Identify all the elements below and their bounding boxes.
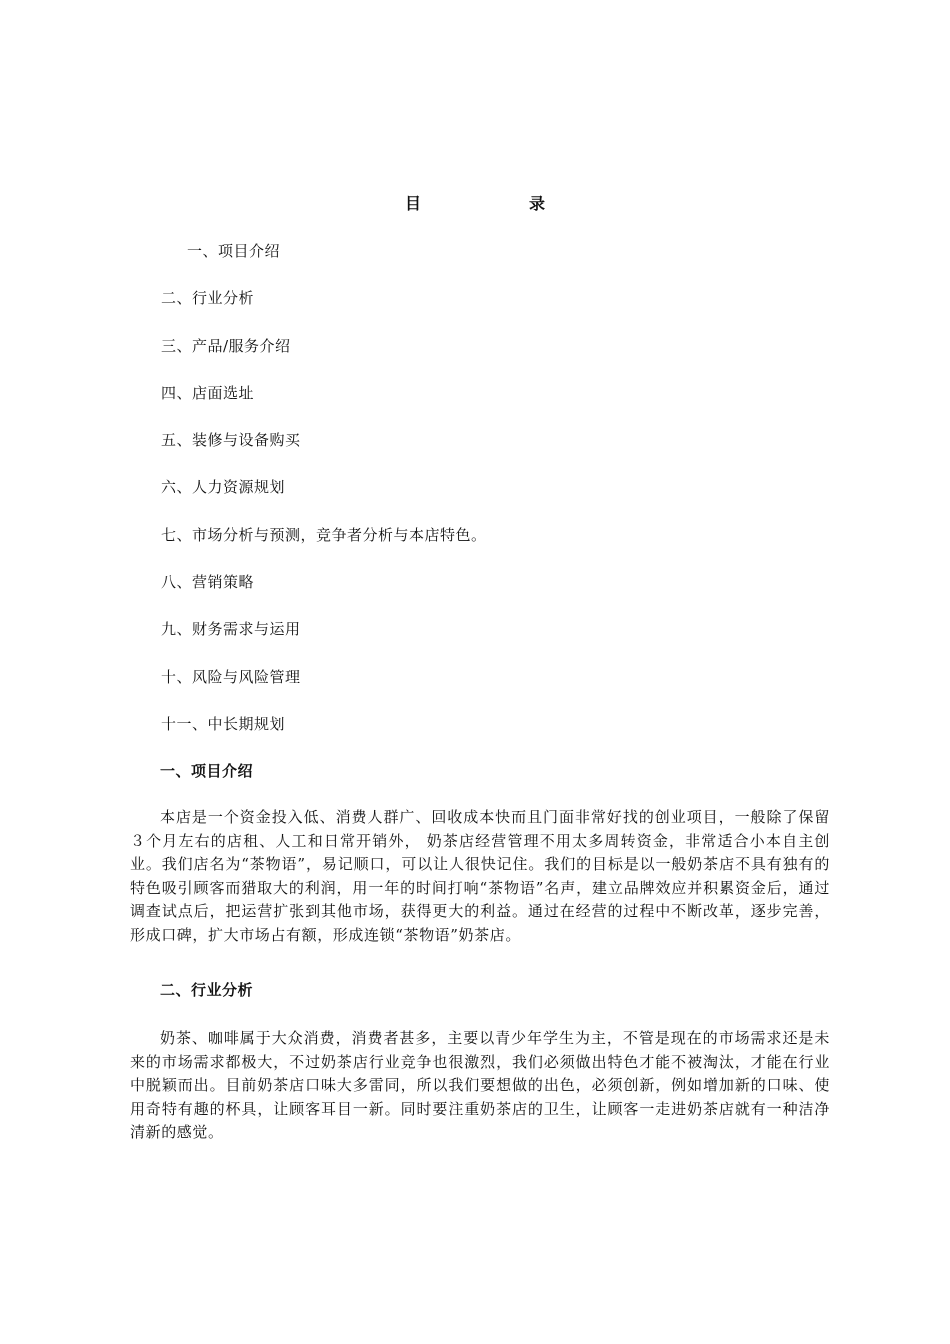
toc-item: 七、市场分析与预测，竞争者分析与本店特色。 (161, 525, 487, 544)
table-of-contents (161, 240, 487, 760)
section-project-intro (130, 760, 830, 947)
section-body: 本店是一个资金投入低、消费人群广、回收成本快而且门面非常好找的创业项目，一般除了保留３个月左右的店租、人工和日常开销外， 奶茶店经营管理不用太多周转资金，非常适合小本自主创业。我们店名为“茶物语”，易记顺口，可以让人很快记住。我们的目标是以一般奶茶店不具有独有的特色吸引顾客而猎取大的利润，用一年的时间打响“茶物语”名声，建立品牌效应并积累资金后，通过调查试点后，把运营扩张到其他市场，获得更大的利益。通过在经营的过程中不断改革，逐步完善，形成口碑，扩大市场占有额，形成连锁“茶物语”奶茶店。 (130, 808, 830, 944)
toc-item: 二、行业分析 (161, 289, 255, 308)
section-heading: 二、行业分析 (160, 981, 254, 999)
toc-title-left: 目 (404, 194, 421, 213)
toc-title-right: 录 (529, 194, 546, 213)
toc-item: 六、人力资源规划 (161, 478, 286, 497)
toc-item: 三、产品/服务介绍 (161, 336, 291, 355)
toc-item: 五、装修与设备购买 (161, 431, 301, 450)
section-industry-analysis (130, 979, 830, 1145)
toc-item: 十、风险与风险管理 (161, 667, 301, 686)
section-heading: 一、项目介绍 (160, 762, 254, 780)
toc-item: 一、项目介绍 (187, 242, 281, 260)
section-body: 奶茶、咖啡属于大众消费，消费者甚多，主要以青少年学生为主，不管是现在的市场需求还是未来的市场需求都极大，不过奶茶店行业竞争也很激烈，我们必须做出特色才能不被淘汰，才能在行业中脱颖而出。目前奶茶店口味大多雷同，所以我们要想做的出色，必须创新，例如增加新的口味、使用奇特有趣的杯具，让顾客耳目一新。同时要注重奶茶店的卫生，让顾客一走进奶茶店就有一种洁净清新的感觉。 (130, 1029, 830, 1141)
toc-item: 四、店面选址 (161, 383, 255, 402)
toc-title (0, 193, 950, 215)
toc-item: 十一、中长期规划 (161, 714, 286, 733)
toc-item: 九、财务需求与运用 (161, 620, 301, 639)
toc-item: 八、营销策略 (161, 573, 255, 592)
